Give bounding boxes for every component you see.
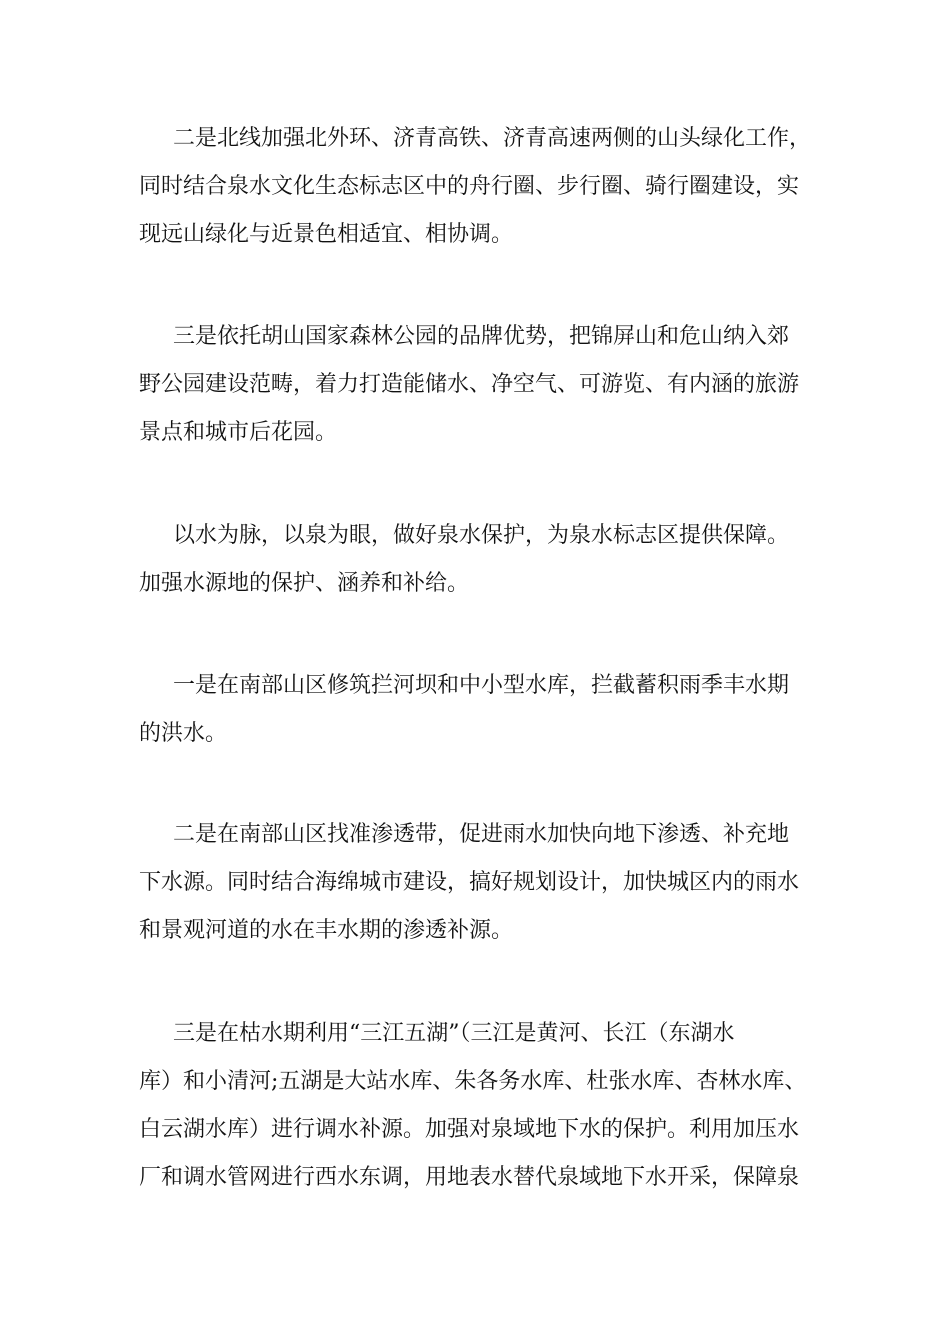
paragraph-3 bbox=[139, 512, 814, 608]
paragraph-1 bbox=[139, 115, 814, 259]
paragraph-line: 厂和调水管网进行西水东调，用地表水替代泉域地下水开采，保障泉 bbox=[139, 1165, 800, 1190]
paragraph-line: 二是在南部山区找准渗透带，促进雨水加快向地下渗透、补充地 bbox=[173, 822, 790, 847]
paragraph-line: 一是在南部山区修筑拦河坝和中小型水库，拦截蓄积雨季丰水期 bbox=[173, 673, 790, 698]
paragraph-line: 库）和小清河;五湖是大站水库、朱各务水库、杜张水库、杏林水库、 bbox=[139, 1069, 807, 1094]
paragraph-line: 三是在枯水期利用“三江五湖”（三江是黄河、长江（东湖水 bbox=[173, 1021, 735, 1046]
paragraph-4 bbox=[139, 662, 814, 758]
paragraph-line: 三是依托胡山国家森林公园的品牌优势，把锦屏山和危山纳入郊 bbox=[173, 324, 790, 349]
paragraph-line: 现远山绿化与近景色相适宜、相协调。 bbox=[139, 222, 514, 247]
paragraph-5 bbox=[139, 811, 814, 955]
paragraph-line: 二是北线加强北外环、济青高铁、济青高速两侧的山头绿化工作， bbox=[173, 126, 812, 151]
paragraph-line: 下水源。同时结合海绵城市建设，搞好规划设计，加快城区内的雨水 bbox=[139, 870, 800, 895]
paragraph-line: 同时结合泉水文化生态标志区中的舟行圈、步行圈、骑行圈建设，实 bbox=[139, 174, 800, 199]
paragraph-line: 景点和城市后花园。 bbox=[139, 420, 338, 445]
paragraph-line: 和景观河道的水在丰水期的渗透补源。 bbox=[139, 918, 514, 943]
paragraph-line: 白云湖水库）进行调水补源。加强对泉域地下水的保护。利用加压水 bbox=[139, 1117, 800, 1142]
paragraph-2 bbox=[139, 313, 814, 457]
paragraph-line: 野公园建设范畴，着力打造能储水、净空气、可游览、有内涵的旅游 bbox=[139, 372, 800, 397]
paragraph-line: 的洪水。 bbox=[139, 721, 228, 746]
paragraph-6 bbox=[139, 1010, 814, 1202]
paragraph-line: 以水为脉，以泉为眼，做好泉水保护，为泉水标志区提供保障。 bbox=[173, 523, 790, 548]
paragraph-line: 加强水源地的保护、涵养和补给。 bbox=[139, 571, 470, 596]
